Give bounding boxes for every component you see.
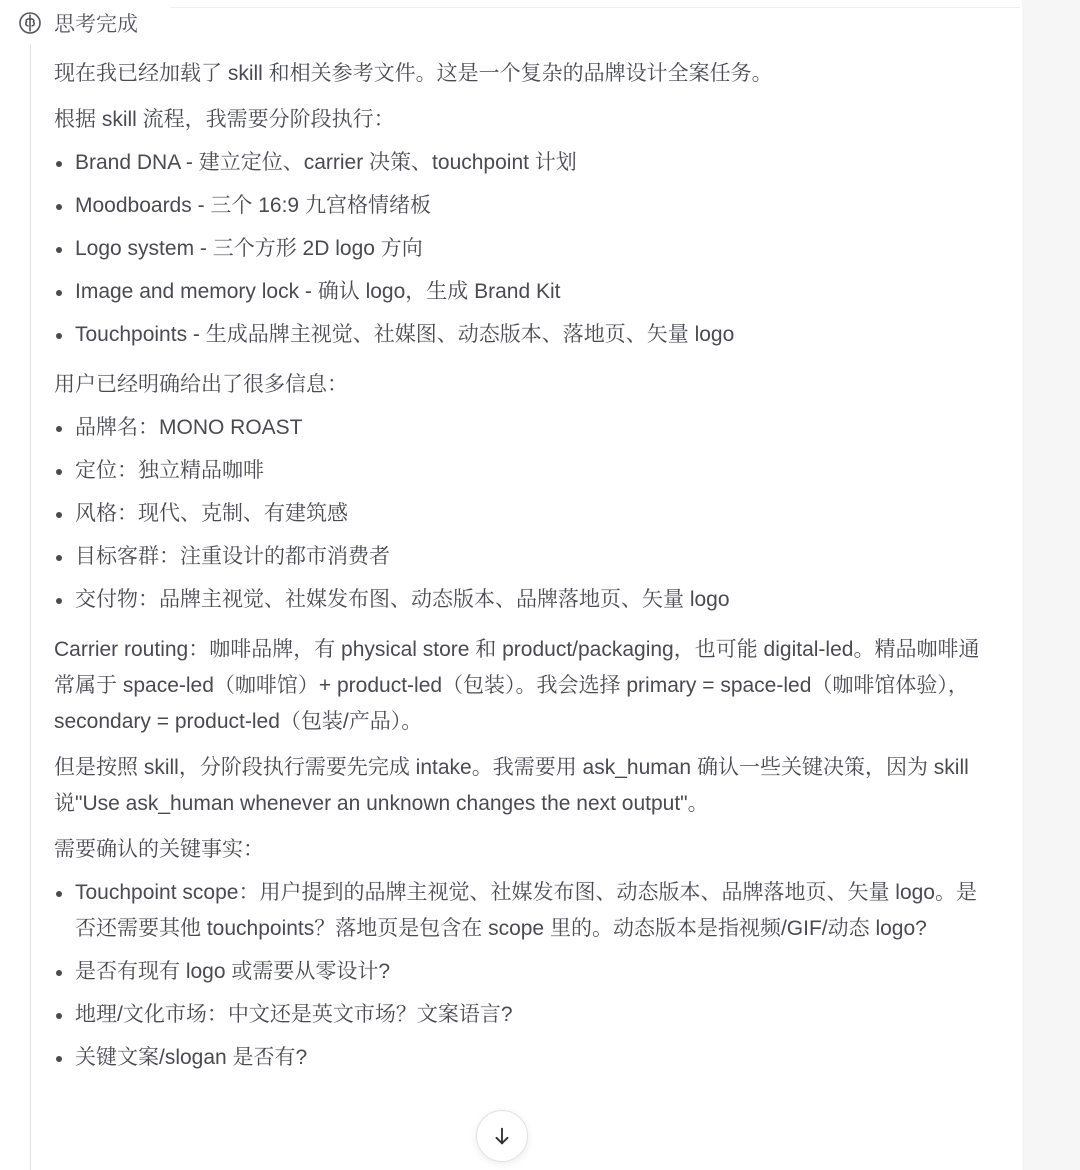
- list-item: 定位：独立精品咖啡: [54, 453, 989, 489]
- given-list: [54, 410, 989, 618]
- list-item: Brand DNA - 建立定位、carrier 决策、touchpoint 计划: [54, 145, 989, 181]
- list-item: 风格：现代、克制、有建筑感: [54, 496, 989, 532]
- thread-line: [30, 44, 31, 1170]
- list-item: Moodboards - 三个 16:9 九宫格情绪板: [54, 188, 989, 224]
- thinking-status-label: 思考完成: [54, 13, 138, 36]
- confirm-intro: 需要确认的关键事实：: [54, 838, 264, 861]
- list-item: Logo system - 三个方形 2D logo 方向: [54, 231, 989, 267]
- intake-paragraph: 但是按照 skill，分阶段执行需要先完成 intake。我需要用 ask_human 确认一些关键决策，因为 skill 说"Use ask_human whenever an unknown changes the next output"。: [54, 756, 969, 815]
- arrow-down-icon: [491, 1125, 513, 1147]
- intro-paragraph: 现在我已经加载了 skill 和相关参考文件。这是一个复杂的品牌设计全案任务。: [54, 62, 773, 85]
- list-item: 目标客群：注重设计的都市消费者: [54, 539, 989, 575]
- list-item: 是否有现有 logo 或需要从零设计?: [54, 954, 989, 990]
- confirm-list: [54, 875, 989, 1076]
- scroll-to-bottom-button[interactable]: [476, 1110, 528, 1162]
- thinking-header[interactable]: [18, 8, 138, 38]
- list-item: 关键文案/slogan 是否有?: [54, 1040, 989, 1076]
- list-item: 品牌名：MONO ROAST: [54, 410, 989, 446]
- list-item: Touchpoints - 生成品牌主视觉、社媒图、动态版本、落地页、矢量 logo: [54, 317, 989, 353]
- process-intro: 根据 skill 流程，我需要分阶段执行：: [54, 108, 395, 131]
- brain-icon: [18, 11, 42, 35]
- list-item: Image and memory lock - 确认 logo，生成 Brand Kit: [54, 274, 989, 310]
- thinking-content: [54, 56, 989, 1076]
- side-panel: [1022, 0, 1080, 1170]
- list-item: 交付物：品牌主视觉、社媒发布图、动态版本、品牌落地页、矢量 logo: [54, 582, 989, 618]
- list-item: Touchpoint scope：用户提到的品牌主视觉、社媒发布图、动态版本、品牌落地页、矢量 logo。是否还需要其他 touchpoints？落地页是包含在 scope 里的。动态版本是指视频/GIF/动态 logo?: [54, 875, 989, 947]
- list-item: 地理/文化市场：中文还是英文市场？文案语言?: [54, 997, 989, 1033]
- given-intro: 用户已经明确给出了很多信息：: [54, 373, 348, 396]
- carrier-paragraph: Carrier routing：咖啡品牌，有 physical store 和 product/packaging，也可能 digital-led。精品咖啡通常属于 space-led（咖啡馆）+ product-led（包装）。我会选择 primary = space-led（咖啡馆体验），secondary = product-led（包装/产品）。: [54, 638, 980, 733]
- top-divider: [170, 0, 1020, 8]
- stage-list: [54, 145, 989, 353]
